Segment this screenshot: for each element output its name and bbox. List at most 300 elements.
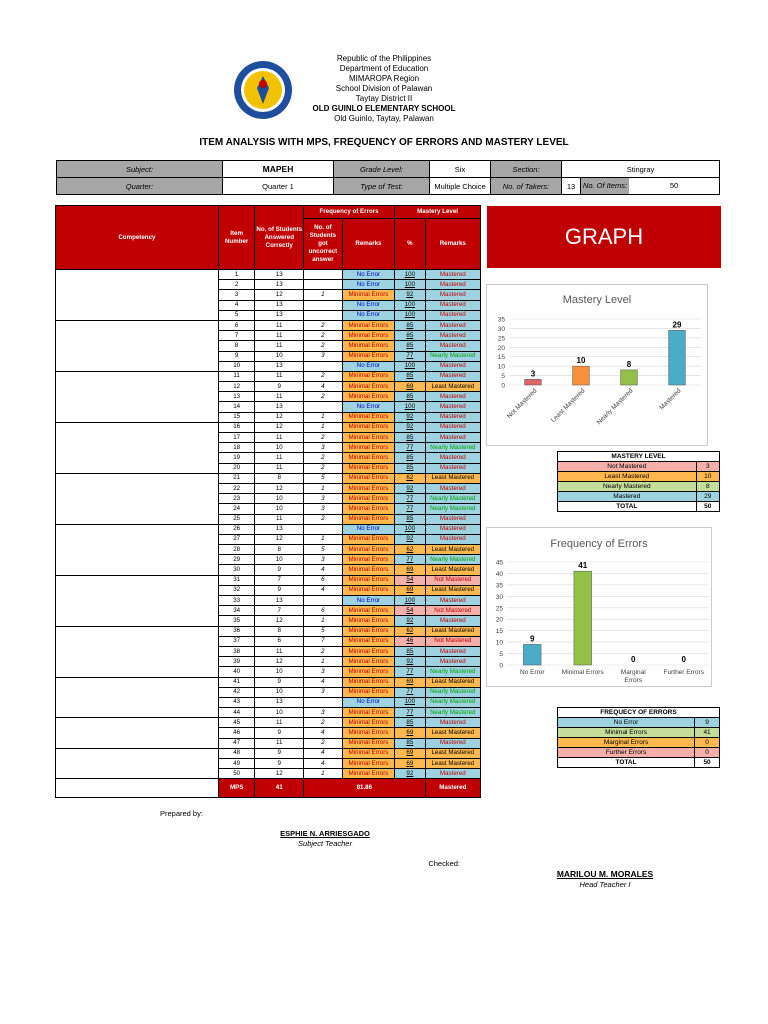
mastery-remarks: Mastered xyxy=(425,290,480,300)
item-number: 18 xyxy=(218,443,255,453)
incorrect-count xyxy=(304,310,343,320)
error-remarks: Minimal Errors xyxy=(342,769,394,779)
table-row xyxy=(56,575,481,585)
bar-value-label: 29 xyxy=(672,320,682,330)
correct-count: 10 xyxy=(255,687,304,697)
incorrect-count: 6 xyxy=(304,606,343,616)
percent: 54 xyxy=(395,575,426,585)
percent: 100 xyxy=(395,524,426,534)
x-tick-label: Mastered xyxy=(658,387,683,412)
mastery-cat: Mastered xyxy=(558,492,697,502)
mastery-remarks: Least Mastered xyxy=(425,565,480,575)
chart-title: Mastery Level xyxy=(562,294,632,306)
percent: 85 xyxy=(395,514,426,524)
item-number: 21 xyxy=(218,473,255,483)
x-tick-label: Minimal Errors xyxy=(561,669,604,676)
x-tick-label: Marginal xyxy=(620,669,646,676)
incorrect-count: 1 xyxy=(304,769,343,779)
item-number: 44 xyxy=(218,708,255,718)
correct-count: 12 xyxy=(255,290,304,300)
incorrect-count: 2 xyxy=(304,514,343,524)
mastery-remarks: Mastered xyxy=(425,270,480,280)
correct-count: 11 xyxy=(255,718,304,728)
item-number: 13 xyxy=(218,392,255,402)
error-remarks: No Error xyxy=(342,402,394,412)
mastery-remarks: Nearly Mastered xyxy=(425,697,480,707)
percent: 92 xyxy=(395,483,426,493)
bar xyxy=(574,571,592,665)
incorrect-count: 2 xyxy=(304,646,343,656)
mastery-remarks: Least Mastered xyxy=(425,626,480,636)
percent: 92 xyxy=(395,534,426,544)
bar-value-label: 0 xyxy=(681,655,686,664)
freq-total-label: TOTAL xyxy=(558,758,695,768)
items-combined xyxy=(581,178,720,195)
incorrect-count xyxy=(304,280,343,290)
bar-value-label: 10 xyxy=(576,356,586,366)
incorrect-count: 1 xyxy=(304,534,343,544)
mastery-remarks: Mastered xyxy=(425,331,480,341)
y-tick-label: 10 xyxy=(497,363,505,371)
item-number: 42 xyxy=(218,687,255,697)
mastery-remarks: Mastered xyxy=(425,402,480,412)
y-tick-label: 20 xyxy=(495,616,503,624)
frequency-chart-svg xyxy=(487,528,711,686)
incorrect-count: 1 xyxy=(304,483,343,493)
item-number: 49 xyxy=(218,759,255,769)
item-number: 50 xyxy=(218,769,255,779)
mastery-remarks: Not Mastered xyxy=(425,575,480,585)
mastery-remarks: Nearly Mastered xyxy=(425,504,480,514)
mastery-total: 50 xyxy=(696,502,719,512)
document-header xyxy=(0,54,768,124)
error-remarks: Minimal Errors xyxy=(342,748,394,758)
prepared-title: Subject Teacher xyxy=(298,839,352,848)
frequency-header: Frequency of Errors xyxy=(304,206,395,219)
percent: 69 xyxy=(395,748,426,758)
mastery-remarks: Least Mastered xyxy=(425,545,480,555)
header-line: MIMAROPA Region xyxy=(348,74,420,83)
y-tick-label: 10 xyxy=(495,639,503,647)
incorrect-count: 4 xyxy=(304,382,343,392)
item-number: 6 xyxy=(218,320,255,330)
error-remarks: No Error xyxy=(342,697,394,707)
percent: 85 xyxy=(395,646,426,656)
percent: 85 xyxy=(395,463,426,473)
mastery-remarks: Mastered xyxy=(425,412,480,422)
incorrect-count: 6 xyxy=(304,575,343,585)
mastery-remarks: Mastered xyxy=(425,524,480,534)
correct-count: 13 xyxy=(255,270,304,280)
error-remarks: Minimal Errors xyxy=(342,290,394,300)
percent: 77 xyxy=(395,494,426,504)
mastery-remarks: Mastered xyxy=(425,453,480,463)
school-name: OLD GUINLO ELEMENTARY SCHOOL xyxy=(312,104,456,113)
error-remarks: Minimal Errors xyxy=(342,341,394,351)
error-remarks: No Error xyxy=(342,361,394,371)
item-number: 5 xyxy=(218,310,255,320)
y-tick-label: 15 xyxy=(495,628,503,636)
item-number: 46 xyxy=(218,728,255,738)
mastery-remarks: Mastered xyxy=(425,422,480,432)
competency-cell xyxy=(56,270,219,321)
item-number: 3 xyxy=(218,290,255,300)
percent: 85 xyxy=(395,738,426,748)
freq-count: 0 xyxy=(695,748,720,758)
prepared-label: Prepared by: xyxy=(160,809,203,818)
correct-count: 11 xyxy=(255,433,304,443)
percent: 69 xyxy=(395,677,426,687)
freq-count: 0 xyxy=(695,738,720,748)
correct-count: 13 xyxy=(255,300,304,310)
header-line: Republic of the Philippines xyxy=(336,54,432,63)
section-label: Section: xyxy=(491,161,562,178)
percent: 62 xyxy=(395,626,426,636)
x-tick-label: Least Mastered xyxy=(549,387,587,425)
competency-cell xyxy=(56,473,219,524)
school-address: Old Guinlo, Taytay, Palawan xyxy=(334,114,434,123)
quarter-value: Quarter 1 xyxy=(223,178,334,195)
mastery-remarks: Nearly Mastered xyxy=(425,667,480,677)
item-number: 12 xyxy=(218,382,255,392)
percent: 100 xyxy=(395,280,426,290)
x-tick-label: Further Errors xyxy=(663,669,704,676)
error-remarks: Minimal Errors xyxy=(342,677,394,687)
error-remarks: Minimal Errors xyxy=(342,667,394,677)
bar-value-label: 8 xyxy=(626,359,632,369)
percent: 85 xyxy=(395,371,426,381)
correct-header: No. of Students Answered Correctly xyxy=(255,206,304,270)
incorrect-count: 1 xyxy=(304,422,343,432)
incorrect-count: 2 xyxy=(304,738,343,748)
freq-cat: Minimal Errors xyxy=(558,728,695,738)
y-tick-label: 20 xyxy=(497,344,505,352)
freq-count: 9 xyxy=(695,718,720,728)
correct-count: 11 xyxy=(255,646,304,656)
incorrect-count: 5 xyxy=(304,626,343,636)
item-number: 48 xyxy=(218,748,255,758)
percent: 92 xyxy=(395,290,426,300)
graph-banner: GRAPH xyxy=(487,206,721,268)
incorrect-count: 3 xyxy=(304,687,343,697)
correct-count: 9 xyxy=(255,382,304,392)
item-number: 24 xyxy=(218,504,255,514)
correct-count: 13 xyxy=(255,280,304,290)
correct-count: 13 xyxy=(255,361,304,371)
freq-total: 50 xyxy=(695,758,720,768)
percent: 69 xyxy=(395,382,426,392)
item-number: 8 xyxy=(218,341,255,351)
mastery-header: Mastery Level xyxy=(395,206,481,219)
header-line: Department of Education xyxy=(339,64,429,73)
error-remarks: Minimal Errors xyxy=(342,606,394,616)
mastery-remarks: Least Mastered xyxy=(425,382,480,392)
error-remarks: Minimal Errors xyxy=(342,351,394,361)
competency-cell xyxy=(56,422,219,473)
correct-count: 7 xyxy=(255,606,304,616)
incorrect-count: 3 xyxy=(304,494,343,504)
percent: 62 xyxy=(395,545,426,555)
error-remarks: Minimal Errors xyxy=(342,371,394,381)
percent: 85 xyxy=(395,320,426,330)
percent: 100 xyxy=(395,310,426,320)
mastery-remarks: Mastered xyxy=(425,361,480,371)
correct-count: 8 xyxy=(255,626,304,636)
incorrect-count: 3 xyxy=(304,667,343,677)
item-number: 30 xyxy=(218,565,255,575)
item-number: 14 xyxy=(218,402,255,412)
error-remarks: No Error xyxy=(342,310,394,320)
table-row xyxy=(56,320,481,330)
error-remarks: Minimal Errors xyxy=(342,392,394,402)
error-remarks: Minimal Errors xyxy=(342,483,394,493)
competency-cell xyxy=(56,371,219,422)
error-remarks: Minimal Errors xyxy=(342,565,394,575)
percent: 85 xyxy=(395,331,426,341)
y-tick-label: 45 xyxy=(495,559,503,567)
percent: 54 xyxy=(395,606,426,616)
item-number: 27 xyxy=(218,534,255,544)
error-remarks: Minimal Errors xyxy=(342,657,394,667)
error-remarks: Minimal Errors xyxy=(342,422,394,432)
item-number: 23 xyxy=(218,494,255,504)
percent: 69 xyxy=(395,759,426,769)
item-number: 37 xyxy=(218,636,255,646)
incorrect-count xyxy=(304,300,343,310)
percent: 85 xyxy=(395,392,426,402)
mastery-chart-svg xyxy=(487,285,707,445)
incorrect-count: 1 xyxy=(304,616,343,626)
correct-count: 8 xyxy=(255,473,304,483)
error-remarks: Minimal Errors xyxy=(342,453,394,463)
incorrect-count: 2 xyxy=(304,433,343,443)
item-number: 33 xyxy=(218,596,255,606)
error-remarks: Minimal Errors xyxy=(342,473,394,483)
subject-value: MAPEH xyxy=(223,161,334,178)
item-number: 10 xyxy=(218,361,255,371)
table-row xyxy=(56,422,481,432)
item-number: 41 xyxy=(218,677,255,687)
bar xyxy=(621,370,638,385)
correct-count: 12 xyxy=(255,483,304,493)
percent: 85 xyxy=(395,433,426,443)
table-row xyxy=(56,677,481,687)
mastery-count: 10 xyxy=(696,472,719,482)
bar xyxy=(669,330,686,385)
incorrect-count: 3 xyxy=(304,555,343,565)
mastery-remarks: Nearly Mastered xyxy=(425,555,480,565)
bar-value-label: 9 xyxy=(530,634,535,644)
item-number: 26 xyxy=(218,524,255,534)
mastery-remarks: Least Mastered xyxy=(425,585,480,595)
mastery-count: 3 xyxy=(696,462,719,472)
y-tick-label: 25 xyxy=(495,605,503,613)
percent: 85 xyxy=(395,341,426,351)
competency-cell xyxy=(56,718,219,749)
incorrect-count: 2 xyxy=(304,341,343,351)
mastery-remarks: Mastered xyxy=(425,738,480,748)
checked-title: Head Teacher I xyxy=(579,880,631,889)
correct-count: 10 xyxy=(255,555,304,565)
mastery-remarks: Mastered xyxy=(425,341,480,351)
mastery-summary-table xyxy=(557,451,720,512)
percent: 77 xyxy=(395,351,426,361)
chart-title: Frequency of Errors xyxy=(550,538,648,550)
competency-cell xyxy=(56,320,219,371)
table-row xyxy=(56,270,481,280)
incorrect-count: 2 xyxy=(304,718,343,728)
mastery-remarks: Mastered xyxy=(425,392,480,402)
error-remarks: Minimal Errors xyxy=(342,708,394,718)
mastery-remarks: Mastered xyxy=(425,320,480,330)
item-number: 38 xyxy=(218,646,255,656)
grade-label: Grade Level: xyxy=(334,161,430,178)
mastery-remarks: Least Mastered xyxy=(425,473,480,483)
bar-value-label: 41 xyxy=(578,561,588,571)
error-remarks: No Error xyxy=(342,596,394,606)
correct-count: 11 xyxy=(255,463,304,473)
y-tick-label: 0 xyxy=(501,382,505,390)
item-number: 2 xyxy=(218,280,255,290)
frequency-summary-table xyxy=(557,707,720,768)
percent: 100 xyxy=(395,596,426,606)
error-remarks: No Error xyxy=(342,280,394,290)
y-tick-label: 30 xyxy=(497,325,505,333)
x-tick-label: No Error xyxy=(519,669,545,676)
incorrect-count: 2 xyxy=(304,371,343,381)
mps-value: 81.86 xyxy=(304,779,426,798)
correct-count: 12 xyxy=(255,412,304,422)
correct-count: 13 xyxy=(255,697,304,707)
item-number: 31 xyxy=(218,575,255,585)
item-number: 35 xyxy=(218,616,255,626)
incorrect-header: No. of Students got uncorrect answer xyxy=(304,219,343,270)
item-number: 9 xyxy=(218,351,255,361)
y-tick-label: 25 xyxy=(497,335,505,343)
y-tick-label: 0 xyxy=(499,662,503,670)
mastery-cat: Least Mastered xyxy=(558,472,697,482)
freq-cat: Further Errors xyxy=(558,748,695,758)
header-line: School Division of Palawan xyxy=(335,84,433,93)
mastery-remarks: Nearly Mastered xyxy=(425,494,480,504)
error-remarks: Minimal Errors xyxy=(342,412,394,422)
percent: 92 xyxy=(395,422,426,432)
info-table xyxy=(56,160,720,195)
mastery-remarks: Mastered xyxy=(425,596,480,606)
freq-count: 41 xyxy=(695,728,720,738)
quarter-label: Quarter: xyxy=(57,178,223,195)
bar xyxy=(525,379,542,385)
item-number: 39 xyxy=(218,657,255,667)
table-row xyxy=(56,524,481,534)
item-number: 1 xyxy=(218,270,255,280)
error-remarks: Minimal Errors xyxy=(342,320,394,330)
percent: 77 xyxy=(395,555,426,565)
bar xyxy=(573,366,590,385)
percent: 77 xyxy=(395,667,426,677)
header-line: Taytay District II xyxy=(355,94,413,103)
error-remarks: Minimal Errors xyxy=(342,494,394,504)
percent: 69 xyxy=(395,585,426,595)
item-number: 36 xyxy=(218,626,255,636)
percent: 77 xyxy=(395,687,426,697)
percent: 100 xyxy=(395,361,426,371)
table-row xyxy=(56,748,481,758)
error-remarks: Minimal Errors xyxy=(342,575,394,585)
percent: 92 xyxy=(395,412,426,422)
x-tick-label: Not Mastered xyxy=(505,387,539,421)
item-number-header: Item Number xyxy=(218,206,255,270)
item-number: 20 xyxy=(218,463,255,473)
mastery-remarks: Mastered xyxy=(425,534,480,544)
bar xyxy=(523,644,541,665)
error-remarks: Minimal Errors xyxy=(342,555,394,565)
competency-header: Competency xyxy=(56,206,219,270)
correct-count: 12 xyxy=(255,769,304,779)
test-value: Multiple Choice xyxy=(430,178,491,195)
incorrect-count xyxy=(304,402,343,412)
item-number: 11 xyxy=(218,371,255,381)
percent-header: % xyxy=(395,219,426,270)
incorrect-count: 4 xyxy=(304,677,343,687)
correct-count: 10 xyxy=(255,667,304,677)
error-remarks: Minimal Errors xyxy=(342,585,394,595)
incorrect-count: 1 xyxy=(304,412,343,422)
correct-count: 7 xyxy=(255,575,304,585)
mastery-remarks: Mastered xyxy=(425,310,480,320)
mastery-cat: Not Mastered xyxy=(558,462,697,472)
mastery-total-label: TOTAL xyxy=(558,502,697,512)
mastery-remarks: Mastered xyxy=(425,280,480,290)
competency-cell xyxy=(56,748,219,779)
incorrect-count xyxy=(304,361,343,371)
percent: 100 xyxy=(395,270,426,280)
prepared-name: ESPHIE N. ARRIESGADO xyxy=(280,829,370,838)
bar-value-label: 3 xyxy=(530,369,536,379)
error-remarks: Minimal Errors xyxy=(342,728,394,738)
correct-count: 10 xyxy=(255,443,304,453)
mastery-chart xyxy=(486,284,708,446)
mastery-remarks: Not Mastered xyxy=(425,636,480,646)
error-remarks: Minimal Errors xyxy=(342,382,394,392)
x-tick-label: Nearly Mastered xyxy=(595,387,635,427)
correct-count: 10 xyxy=(255,351,304,361)
percent: 92 xyxy=(395,657,426,667)
error-remarks: Minimal Errors xyxy=(342,646,394,656)
correct-count: 13 xyxy=(255,310,304,320)
correct-count: 9 xyxy=(255,759,304,769)
mastery-remarks: Least Mastered xyxy=(425,677,480,687)
y-tick-label: 35 xyxy=(495,582,503,590)
item-number: 32 xyxy=(218,585,255,595)
correct-count: 10 xyxy=(255,494,304,504)
correct-count: 11 xyxy=(255,453,304,463)
y-tick-label: 5 xyxy=(499,651,503,659)
incorrect-count: 2 xyxy=(304,463,343,473)
error-remarks: Minimal Errors xyxy=(342,616,394,626)
mastery-remarks: Mastered xyxy=(425,371,480,381)
mastery-remarks: Nearly Mastered xyxy=(425,443,480,453)
mastery-remarks: Mastered xyxy=(425,463,480,473)
incorrect-count: 4 xyxy=(304,585,343,595)
correct-count: 13 xyxy=(255,402,304,412)
mastery-remarks: Nearly Mastered xyxy=(425,687,480,697)
incorrect-count xyxy=(304,596,343,606)
y-tick-label: 30 xyxy=(495,593,503,601)
table-row xyxy=(56,473,481,483)
item-number: 45 xyxy=(218,718,255,728)
subject-label: Subject: xyxy=(57,161,223,178)
